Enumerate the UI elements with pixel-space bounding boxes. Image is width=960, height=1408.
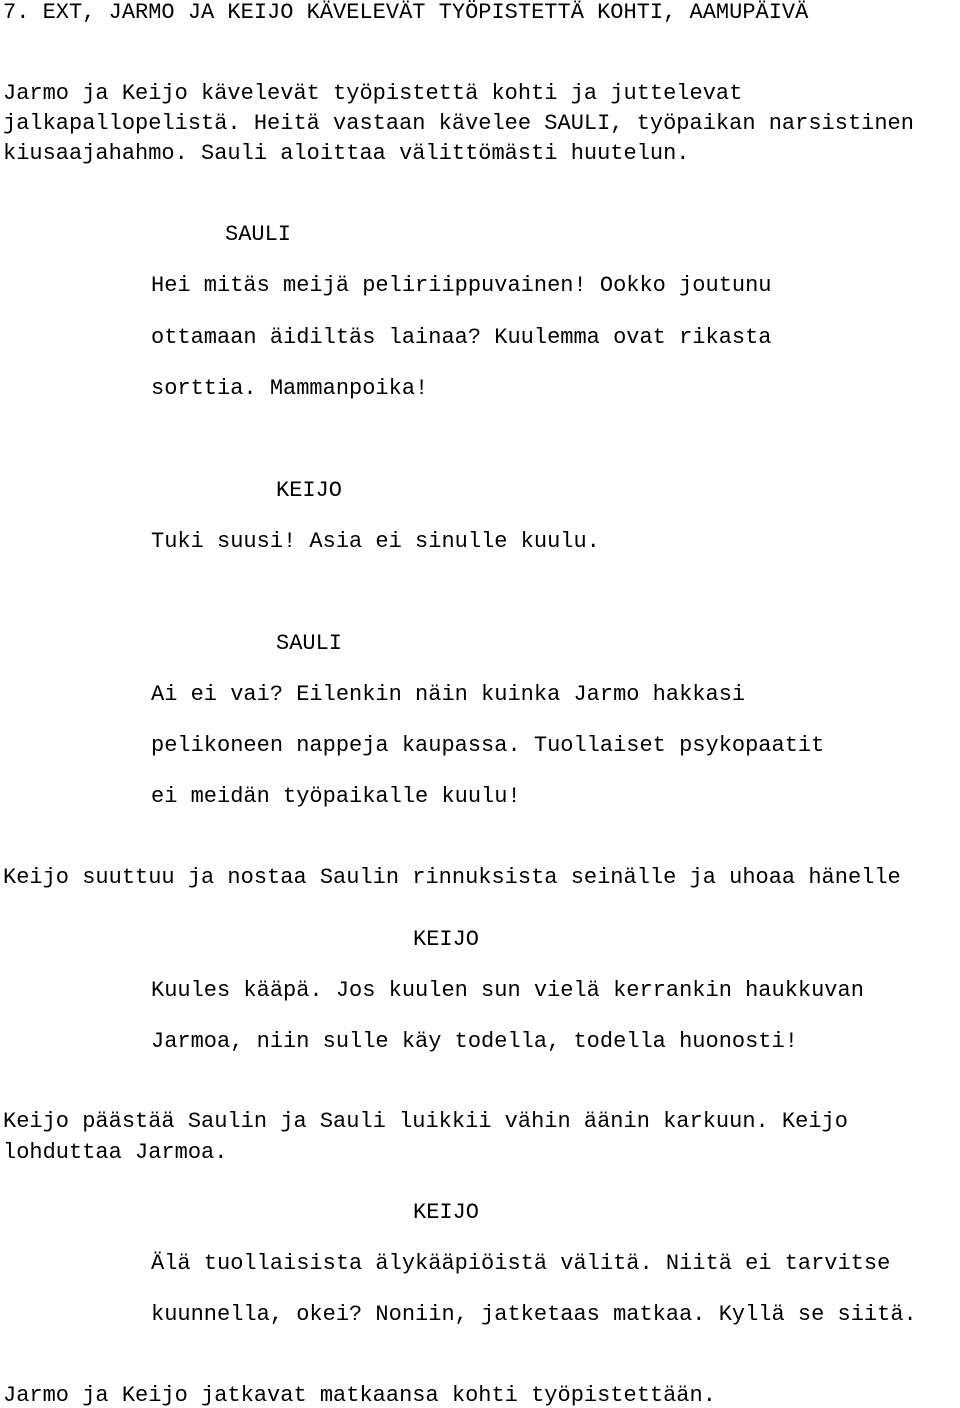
action-line: jalkapallopelistä. Heitä vastaan kävelee SAULI, työpaikan narsistinen	[3, 111, 914, 136]
dialogue-line: Kuules kääpä. Jos kuulen sun vielä kerrankin haukkuvan	[151, 978, 864, 1003]
dialogue-line: Jarmoa, niin sulle käy todella, todella huonosti!	[151, 1029, 798, 1054]
dialogue-line: Älä tuollaisista älykääpiöistä välitä. Niitä ei tarvitse	[151, 1251, 891, 1276]
action-line: Keijo päästää Saulin ja Sauli luikkii vähin äänin karkuun. Keijo	[3, 1109, 848, 1134]
dialogue-line: Ai ei vai? Eilenkin näin kuinka Jarmo hakkasi	[151, 682, 746, 707]
dialogue-line: ottamaan äidiltäs lainaa? Kuulemma ovat rikasta	[151, 325, 772, 350]
dialogue-line: sorttia. Mammanpoika!	[151, 376, 429, 401]
action-line: Keijo suuttuu ja nostaa Saulin rinnuksista seinälle ja uhoaa hänelle	[3, 865, 901, 890]
character-name: KEIJO	[413, 927, 480, 952]
dialogue-line: ei meidän työpaikalle kuulu!	[151, 784, 521, 809]
action-line: Jarmo ja Keijo jatkavat matkaansa kohti työpistettään.	[3, 1383, 716, 1408]
character-name: KEIJO	[413, 1200, 480, 1225]
action-line: Jarmo ja Keijo kävelevät työpistettä kohti ja juttelevat	[3, 81, 743, 106]
action-line: lohduttaa Jarmoa.	[3, 1140, 228, 1165]
dialogue-line: pelikoneen nappeja kaupassa. Tuollaiset psykopaatit	[151, 733, 825, 758]
scene-heading: 7. EXT, JARMO JA KEIJO KÄVELEVÄT TYÖPISTETTÄ KOHTI, AAMUPÄIVÄ	[3, 0, 809, 25]
character-name: KEIJO	[276, 478, 343, 503]
dialogue-line: kuunnella, okei? Noniin, jatketaas matkaa. Kyllä se siitä.	[151, 1302, 917, 1327]
dialogue-line: Tuki suusi! Asia ei sinulle kuulu.	[151, 529, 600, 554]
character-name: SAULI	[225, 222, 292, 247]
action-line: kiusaajahahmo. Sauli aloittaa välittömästi huutelun.	[3, 141, 690, 166]
character-name: SAULI	[276, 631, 343, 656]
dialogue-line: Hei mitäs meijä peliriippuvainen! Ookko joutunu	[151, 273, 772, 298]
